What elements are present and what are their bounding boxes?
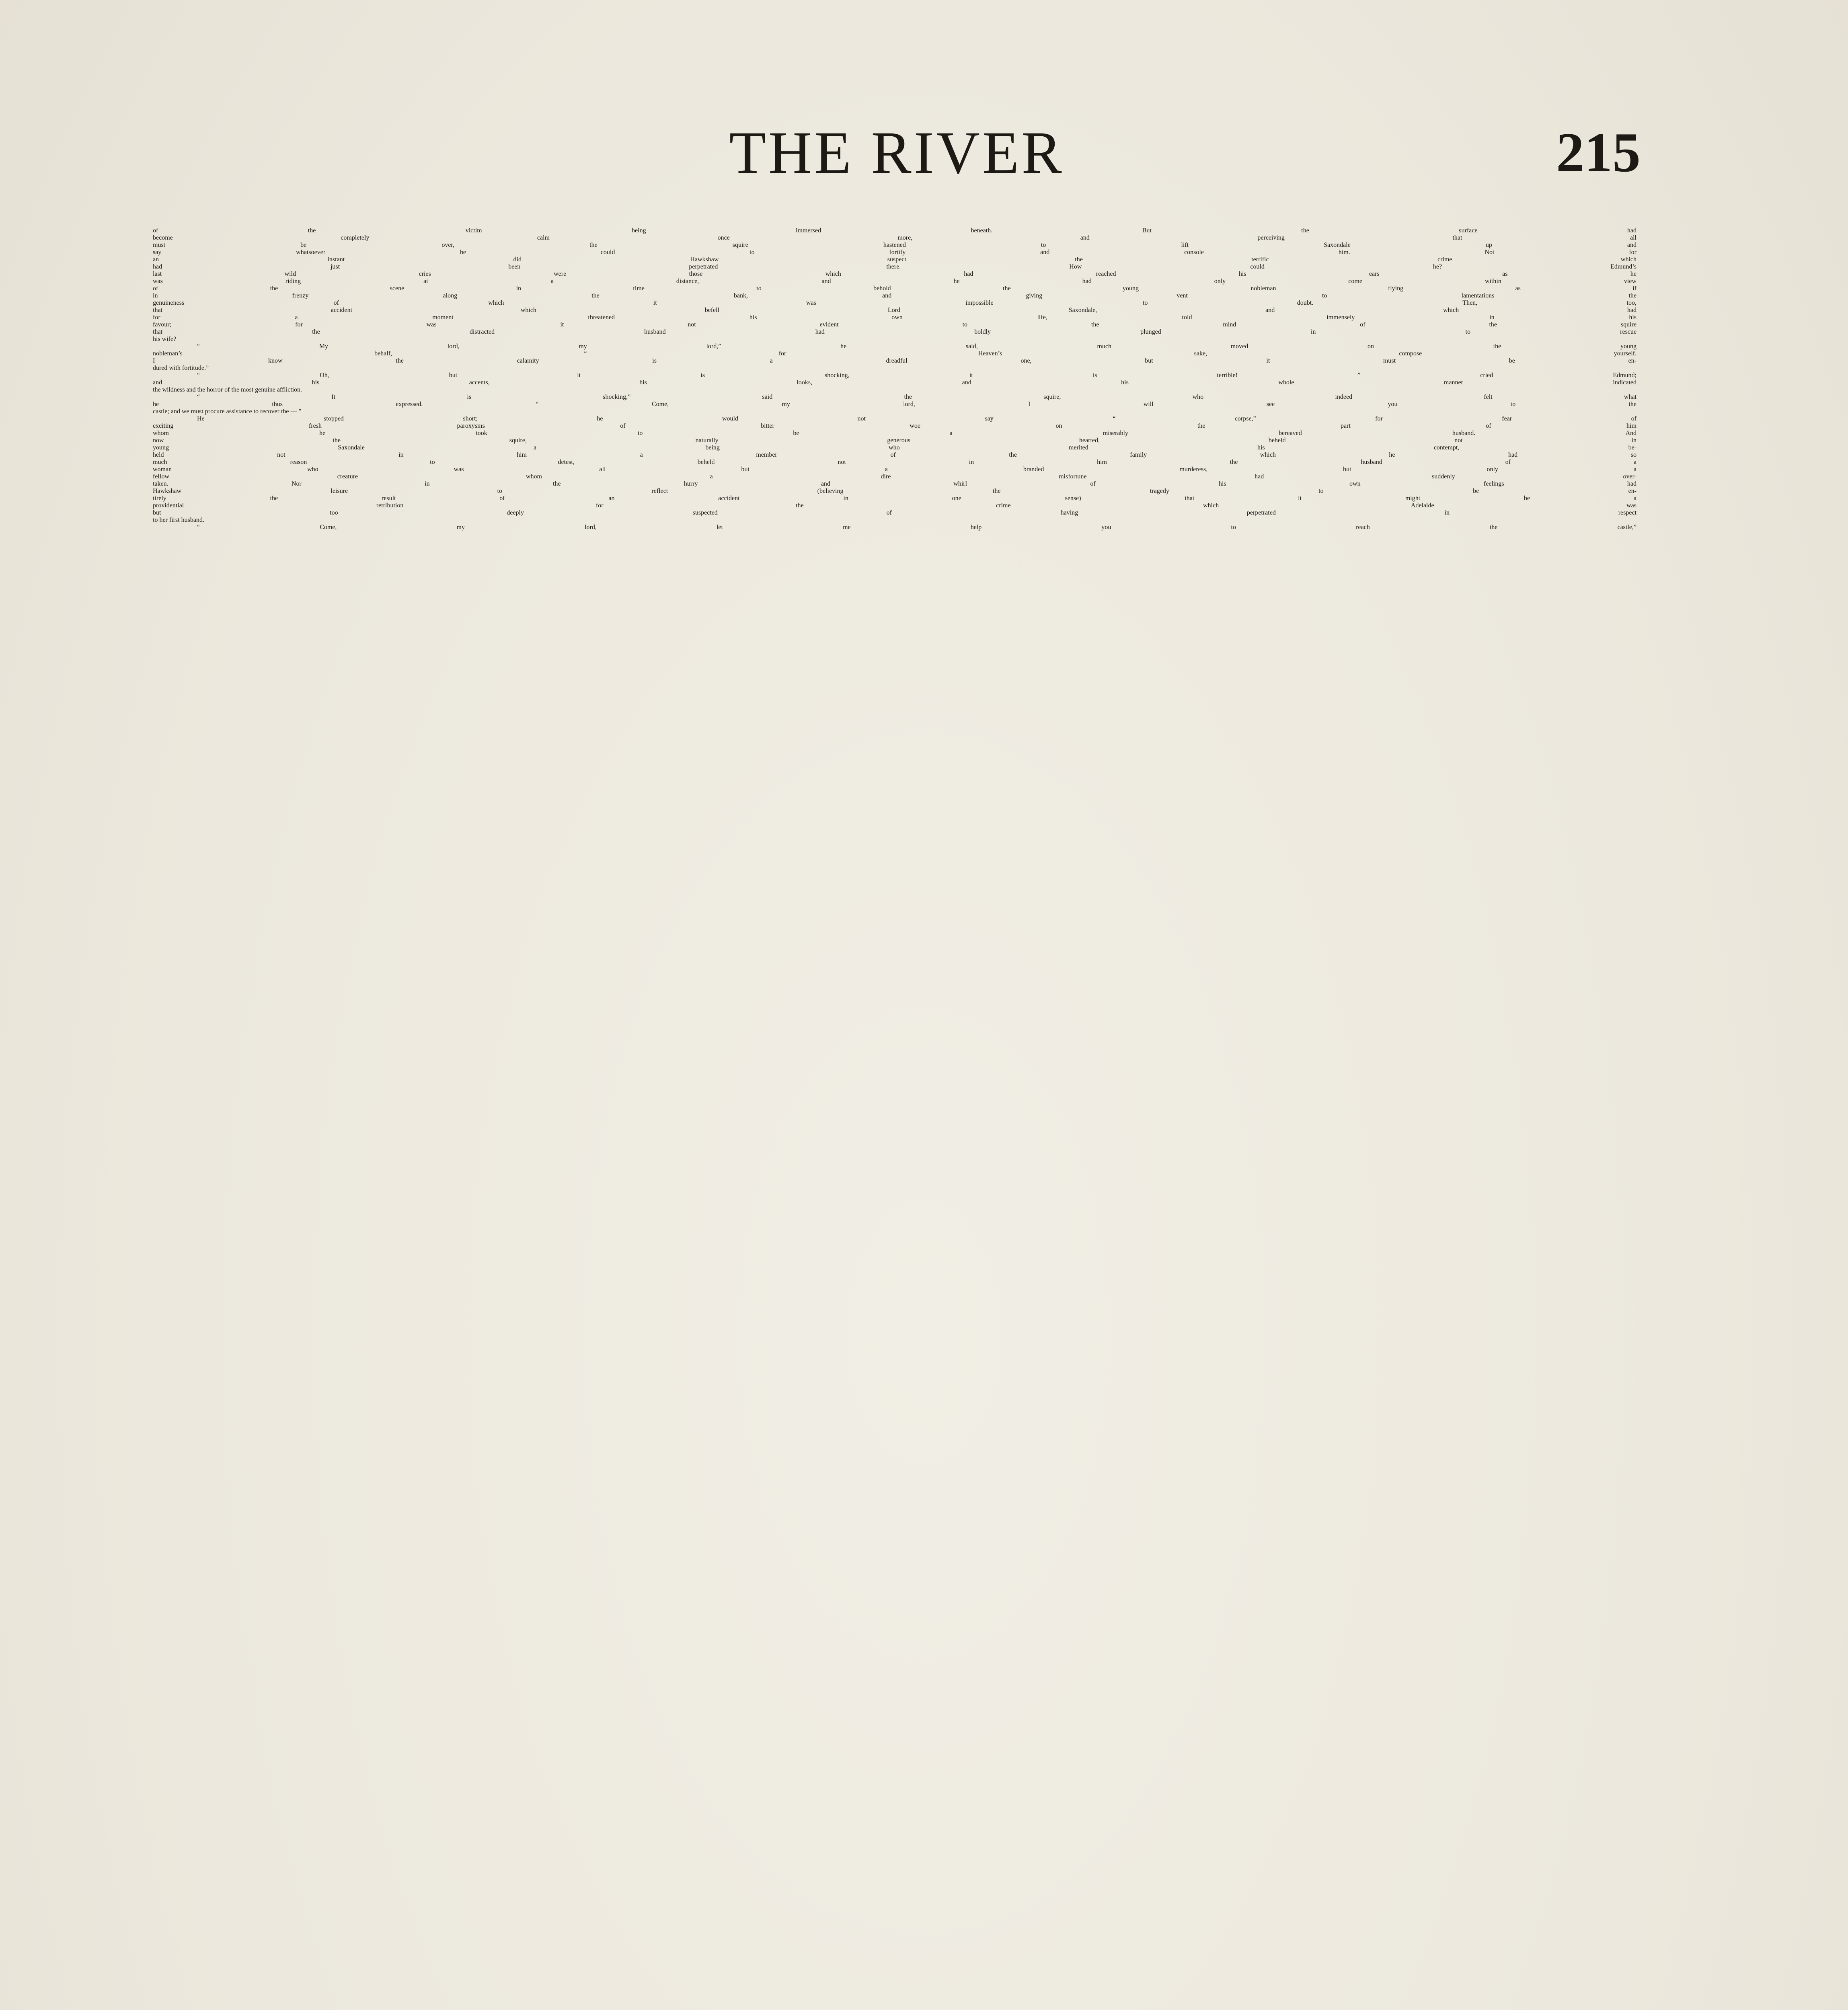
text-line: he thus expressed. “ Come, my lord, I will see you to the: [153, 401, 1637, 408]
text-line: last wild cries were those which had reached his ears as he: [153, 271, 1637, 277]
text-line: “ Come, my lord, let me help you to reach the castle,”: [197, 524, 1637, 531]
text-line: the wildness and the horror of the most genuine affliction.: [153, 386, 302, 393]
text-line: taken. Nor in the hurry and whirl of his own feelings had: [153, 480, 1637, 487]
page-number: 215: [1556, 121, 1641, 184]
text-line: that the distracted husband had boldly plunged in to rescue: [153, 328, 1637, 335]
text-line: say whatsoever he could to fortify and console him. Not for: [153, 249, 1637, 256]
text-line: his wife?: [153, 336, 177, 343]
text-line: tirely the result of an accident in one sense) that it might be a: [153, 495, 1637, 502]
text-line: “ My lord, my lord,” he said, much moved on the young: [197, 343, 1637, 350]
text-line: fellow creature whom a dire misfortune had suddenly over-: [153, 473, 1637, 480]
text-line: providential retribution for the crime which Adelaide was: [153, 502, 1637, 509]
text-line: of the scene in time to behold the young nobleman flying as if: [153, 285, 1637, 292]
text-line: Hawkshaw leisure to reflect (believing the tragedy to be en-: [153, 488, 1637, 494]
text-line: and his accents, his looks, and his whole manner indicated: [153, 379, 1637, 386]
page-body-text: [153, 227, 1637, 531]
text-line: favour; for was it not evident to the mind of the squire: [153, 321, 1637, 328]
text-line: woman who was all but a branded murderess, but only a: [153, 466, 1637, 473]
text-line: He stopped short; he would not say “ corpse,” for fear of: [197, 415, 1637, 422]
text-line: now the squire, naturally generous hearted, beheld not in: [153, 437, 1637, 444]
text-line: “ Oh, but it is shocking, it is terrible! ” cried Edmund;: [197, 372, 1637, 379]
text-line: exciting fresh paroxysms of bitter woe on the part of him: [153, 423, 1637, 429]
text-line: of the victim being immersed beneath. But the surface had: [153, 227, 1637, 234]
text-line: an instant did Hawkshaw suspect the terrific crime which: [153, 256, 1637, 263]
text-line: become completely calm once more, and perceiving that all: [153, 234, 1637, 241]
running-title: THE RIVER: [729, 119, 1064, 186]
text-line: had just been perpetrated there. How could he? Edmund’s: [153, 263, 1637, 270]
text-line: nobleman’s behalf, “ for Heaven’s sake, compose yourself.: [153, 350, 1637, 357]
text-line: dured with fortitude.”: [153, 365, 209, 371]
text-line: was riding at a distance, and he had only come within view: [153, 278, 1637, 285]
text-line: young Saxondale a being who merited his contempt, be-: [153, 444, 1637, 451]
text-line: whom he took to be a miserably bereaved husband. And: [153, 430, 1637, 437]
text-line: to her first husband.: [153, 517, 204, 523]
running-header: [153, 113, 1641, 193]
text-line: much reason to detest, beheld not in him the husband of a: [153, 459, 1637, 466]
text-line: for a moment threatened his own life, told immensely in his: [153, 314, 1637, 321]
text-line: “ It is shocking,” said the squire, who indeed felt what: [197, 394, 1637, 400]
text-line: in frenzy along the bank, and giving vent to lamentations the: [153, 292, 1637, 299]
text-line: held not in him a member of the family which he had so: [153, 451, 1637, 458]
text-line: but too deeply suspected of having perpetrated in respect: [153, 509, 1637, 516]
text-line: genuineness of which it was impossible to doubt. Then, too,: [153, 299, 1637, 306]
text-line: must be over, the squire hastened to lift Saxondale up and: [153, 242, 1637, 248]
text-line: castle; and we must procure assistance to recover the — ”: [153, 408, 302, 415]
text-line: I know the calamity is a dreadful one, but it must be en-: [153, 357, 1637, 364]
text-line: that accident which befell Lord Saxondale, and which had: [153, 307, 1637, 314]
